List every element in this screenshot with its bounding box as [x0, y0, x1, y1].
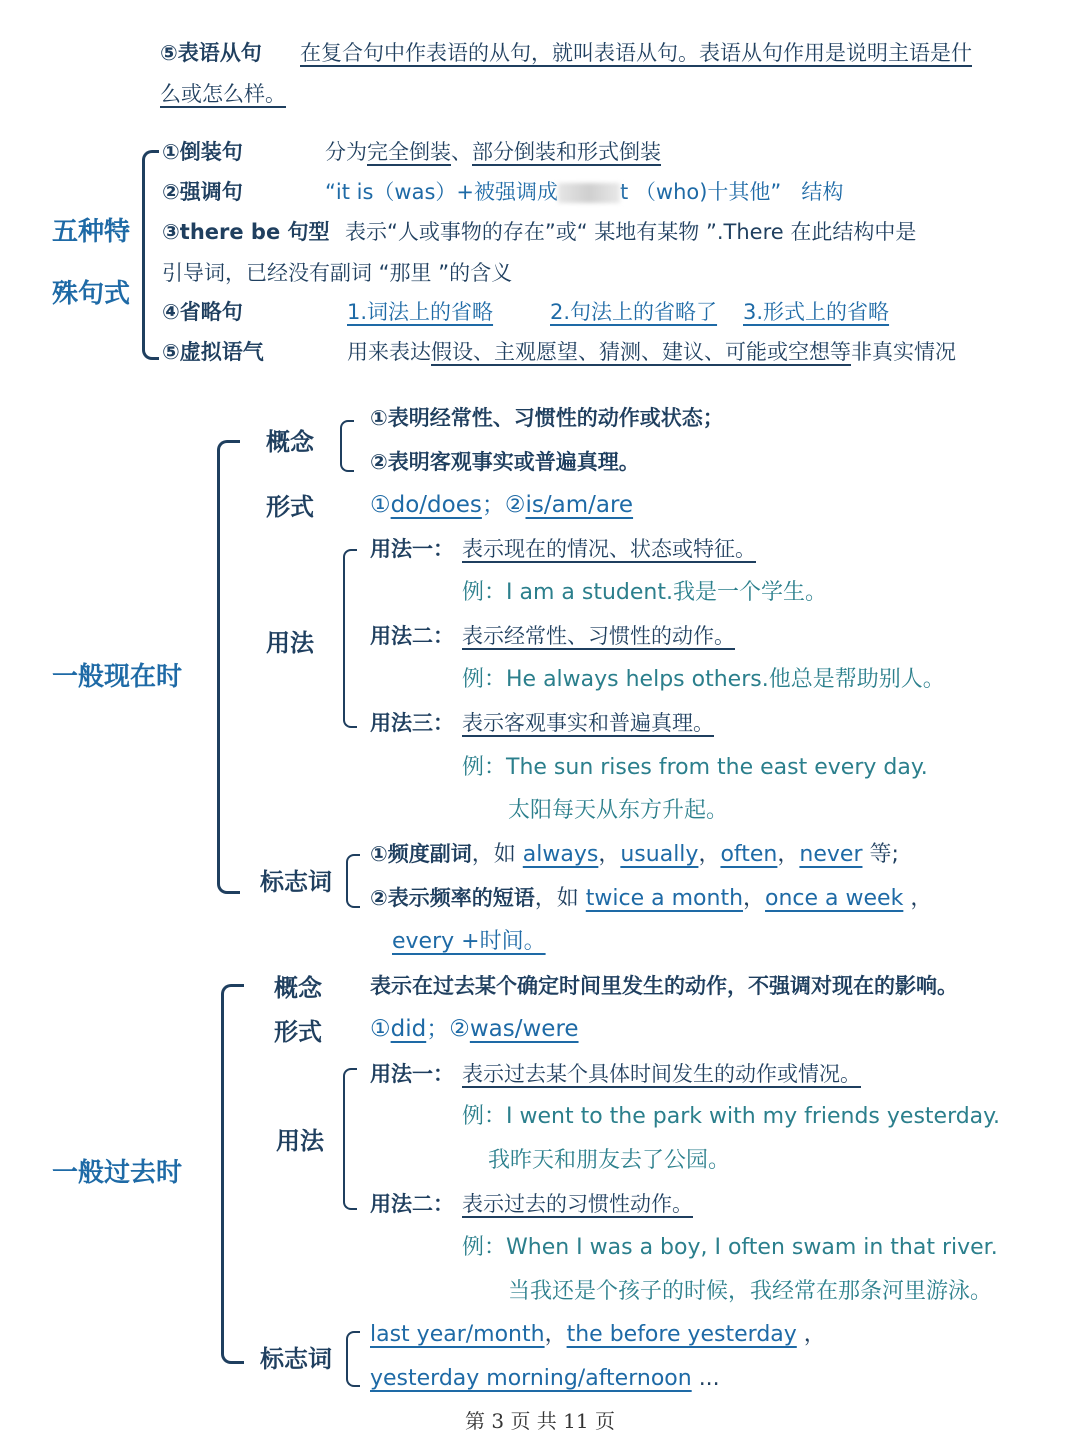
- present-usage2-label: 用法二：: [370, 624, 454, 648]
- present-concept-2: ②表明客观事实或普遍真理。: [370, 450, 640, 474]
- special-s4-item1: 1.词法上的省略: [347, 300, 494, 324]
- present-usage-label: 用法: [266, 629, 314, 657]
- past-usage2-text: 表示过去的习惯性动作。: [462, 1192, 693, 1216]
- past-signal-bracket: [346, 1331, 360, 1387]
- part5-text-line2: 么或怎么样。: [160, 82, 286, 106]
- past-concept: 表示在过去某个确定时间里发生的动作，不强调对现在的影响。: [370, 974, 958, 998]
- present-concept-label: 概念: [266, 428, 314, 456]
- past-usage2-example-cn: 当我还是个孩子的时候，我经常在那条河里游泳。: [508, 1279, 993, 1304]
- past-usage1-example-cn: 我昨天和朋友去了公园。: [488, 1148, 731, 1173]
- special-s4-item2: 2.句法上的省略了: [550, 300, 718, 324]
- past-usage-bracket: [343, 1068, 357, 1210]
- special-bracket: [142, 150, 159, 360]
- special-s4-label: ④省略句: [162, 300, 243, 324]
- special-s3-label: ③there be 句型: [162, 220, 330, 244]
- present-usage1-example: 例：I am a student.我是一个学生。: [462, 580, 827, 605]
- past-usage2-label: 用法二：: [370, 1192, 454, 1216]
- special-s3-text-line2: 引导词，已经没有副词 “那里 ”的含义: [162, 261, 513, 285]
- present-usage1-label: 用法一：: [370, 537, 454, 561]
- present-usage1-text: 表示现在的情况、状态或特征。: [462, 537, 756, 561]
- present-usage3-label: 用法三：: [370, 711, 454, 735]
- present-concept-bracket: [340, 420, 354, 472]
- past-signal-line2: yesterday morning/afternoon ...: [370, 1366, 720, 1391]
- past-usage1-text: 表示过去某个具体时间发生的动作或情况。: [462, 1062, 861, 1086]
- past-main-bracket: [221, 984, 244, 1364]
- past-concept-label: 概念: [274, 974, 322, 1002]
- special-title-line2: 殊句式: [52, 279, 131, 309]
- past-usage1-example: 例：I went to the park with my friends yesterday.: [462, 1104, 1001, 1129]
- part5-label: ⑤表语从句: [160, 41, 262, 65]
- present-usage2-example: 例：He always helps others.他总是帮助别人。: [462, 667, 945, 692]
- special-s1-label: ①倒装句: [162, 140, 243, 164]
- past-form: ①did；②was/were: [370, 1016, 579, 1042]
- past-usage-label: 用法: [276, 1127, 324, 1155]
- present-usage3-example: 例：The sun rises from the east every day.: [462, 755, 928, 780]
- past-signal-line1: last year/month，the before yesterday ，: [370, 1322, 826, 1347]
- present-usage3-example-cn: 太阳每天从东方升起。: [508, 798, 729, 823]
- past-signal-label: 标志词: [260, 1345, 332, 1373]
- present-usage3-text: 表示客观事实和普遍真理。: [462, 711, 714, 735]
- present-concept-1: ①表明经常性、习惯性的动作或状态；: [370, 406, 724, 430]
- page-footer: 第 3 页 共 11 页: [465, 1409, 615, 1433]
- past-title: 一般过去时: [52, 1158, 183, 1188]
- present-signal-bracket: [346, 854, 360, 908]
- present-form-label: 形式: [266, 493, 314, 521]
- past-usage2-example: 例：When I was a boy, I often swam in that river.: [462, 1235, 998, 1260]
- special-s2-text: “it is（was）+被强调成 t （who)十其他” 结构: [325, 180, 844, 204]
- present-signal-label: 标志词: [260, 868, 332, 896]
- present-usage2-text: 表示经常性、习惯性的动作。: [462, 624, 735, 648]
- special-s5-label: ⑤虚拟语气: [162, 340, 264, 364]
- present-main-bracket: [217, 440, 240, 894]
- special-s5-text: 用来表达假设、主观愿望、猜测、建议、可能或空想等非真实情况: [347, 340, 956, 364]
- present-form: ①do/does；②is/am/are: [370, 492, 634, 518]
- special-s3-text-line1: 表示“人或事物的存在”或“ 某地有某物 ”.There 在此结构中是: [345, 220, 917, 244]
- present-title: 一般现在时: [52, 662, 183, 692]
- special-s2-label: ②强调句: [162, 180, 243, 204]
- present-signal2-line2: every +时间。: [392, 929, 546, 954]
- present-signal1: ①频度副词，如 always，usually，often，never 等;: [370, 842, 899, 867]
- special-s4-item3: 3.形式上的省略: [743, 300, 890, 324]
- present-signal2: ②表示频率的短语，如 twice a month，once a week ，: [370, 886, 933, 911]
- special-title-line1: 五种特: [52, 217, 131, 247]
- part5-text-line1: 在复合句中作表语的从句，就叫表语从句。表语从句作用是说明主语是什: [300, 41, 972, 65]
- present-usage-bracket: [343, 549, 357, 728]
- past-form-label: 形式: [274, 1018, 322, 1046]
- special-s1-text: 分为完全倒装、部分倒装和形式倒装: [325, 140, 661, 164]
- blurred-region: [558, 183, 620, 203]
- past-usage1-label: 用法一：: [370, 1062, 454, 1086]
